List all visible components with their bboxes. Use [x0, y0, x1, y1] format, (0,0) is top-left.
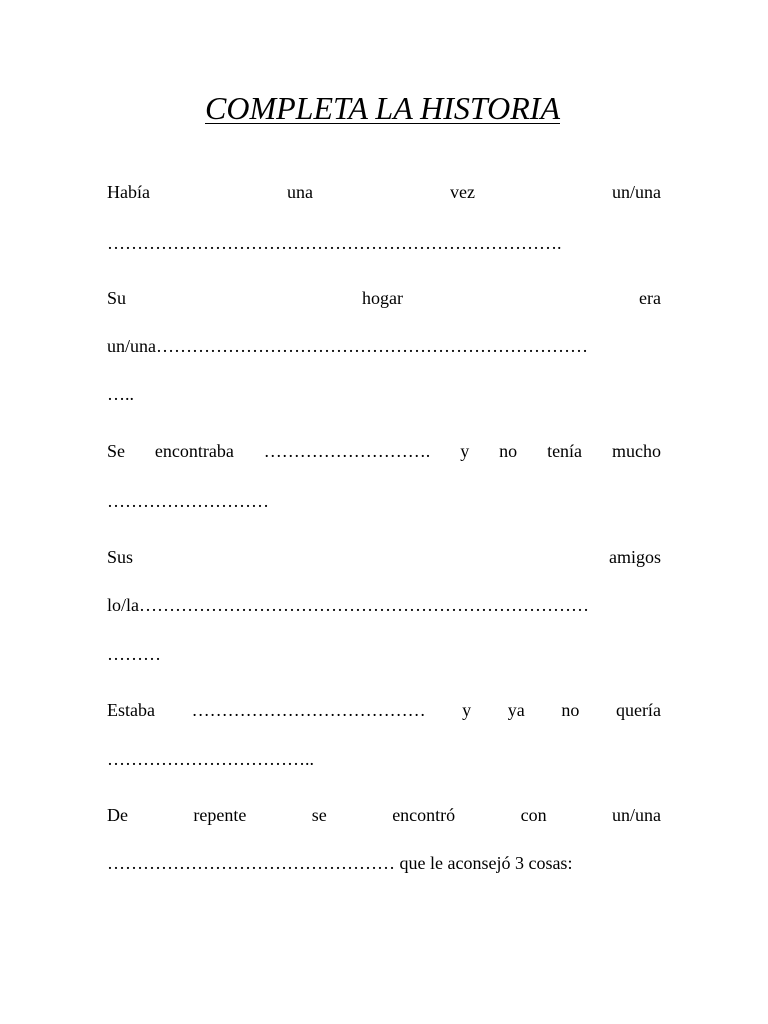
- word: una: [286, 182, 313, 202]
- word: Se: [107, 441, 125, 461]
- word: tenía: [547, 441, 583, 461]
- word: y: [462, 700, 472, 720]
- word: no: [561, 700, 580, 720]
- word: Su: [107, 288, 127, 308]
- word: Sus: [107, 547, 134, 567]
- word: vez: [449, 182, 475, 202]
- word: repente: [193, 805, 247, 825]
- word: ya: [507, 700, 525, 720]
- p4-line1: [107, 546, 661, 568]
- word: encontró: [392, 805, 456, 825]
- p4-line3: ………: [107, 644, 161, 664]
- word: encontraba: [154, 441, 234, 461]
- word: …………………………………: [191, 700, 426, 720]
- p6-line2: ………………………………………… que le aconsejó 3 cosas:: [107, 853, 573, 873]
- word: y: [460, 441, 470, 461]
- p5-line1: [107, 699, 661, 721]
- p3-line1: [107, 440, 661, 462]
- word: Había: [107, 182, 150, 202]
- p5-line2: ……………………………..: [107, 749, 314, 769]
- page-title: COMPLETA LA HISTORIA: [205, 90, 560, 126]
- p2-line3: …..: [107, 384, 134, 404]
- word: amigos: [609, 547, 661, 567]
- word: un/una: [611, 805, 661, 825]
- word: era: [639, 288, 661, 308]
- p1-line1: [107, 181, 661, 203]
- p3-line2: ………………………: [107, 491, 269, 511]
- word: no: [499, 441, 518, 461]
- word: con: [520, 805, 547, 825]
- p1-line2: ………………………………………………………………….: [107, 233, 562, 253]
- p4-line2: lo/la…………………………………………………………………: [107, 595, 589, 615]
- word: hogar: [362, 288, 403, 308]
- word: mucho: [611, 441, 661, 461]
- word: se: [311, 805, 327, 825]
- p2-line1: [107, 287, 661, 309]
- p6-line1: [107, 804, 661, 826]
- word: un/una: [611, 182, 661, 202]
- word: De: [107, 805, 128, 825]
- word: ……………………….: [263, 441, 431, 461]
- p2-line2: un/una………………………………………………………………: [107, 336, 588, 356]
- word: quería: [615, 700, 661, 720]
- word: Estaba: [107, 700, 155, 720]
